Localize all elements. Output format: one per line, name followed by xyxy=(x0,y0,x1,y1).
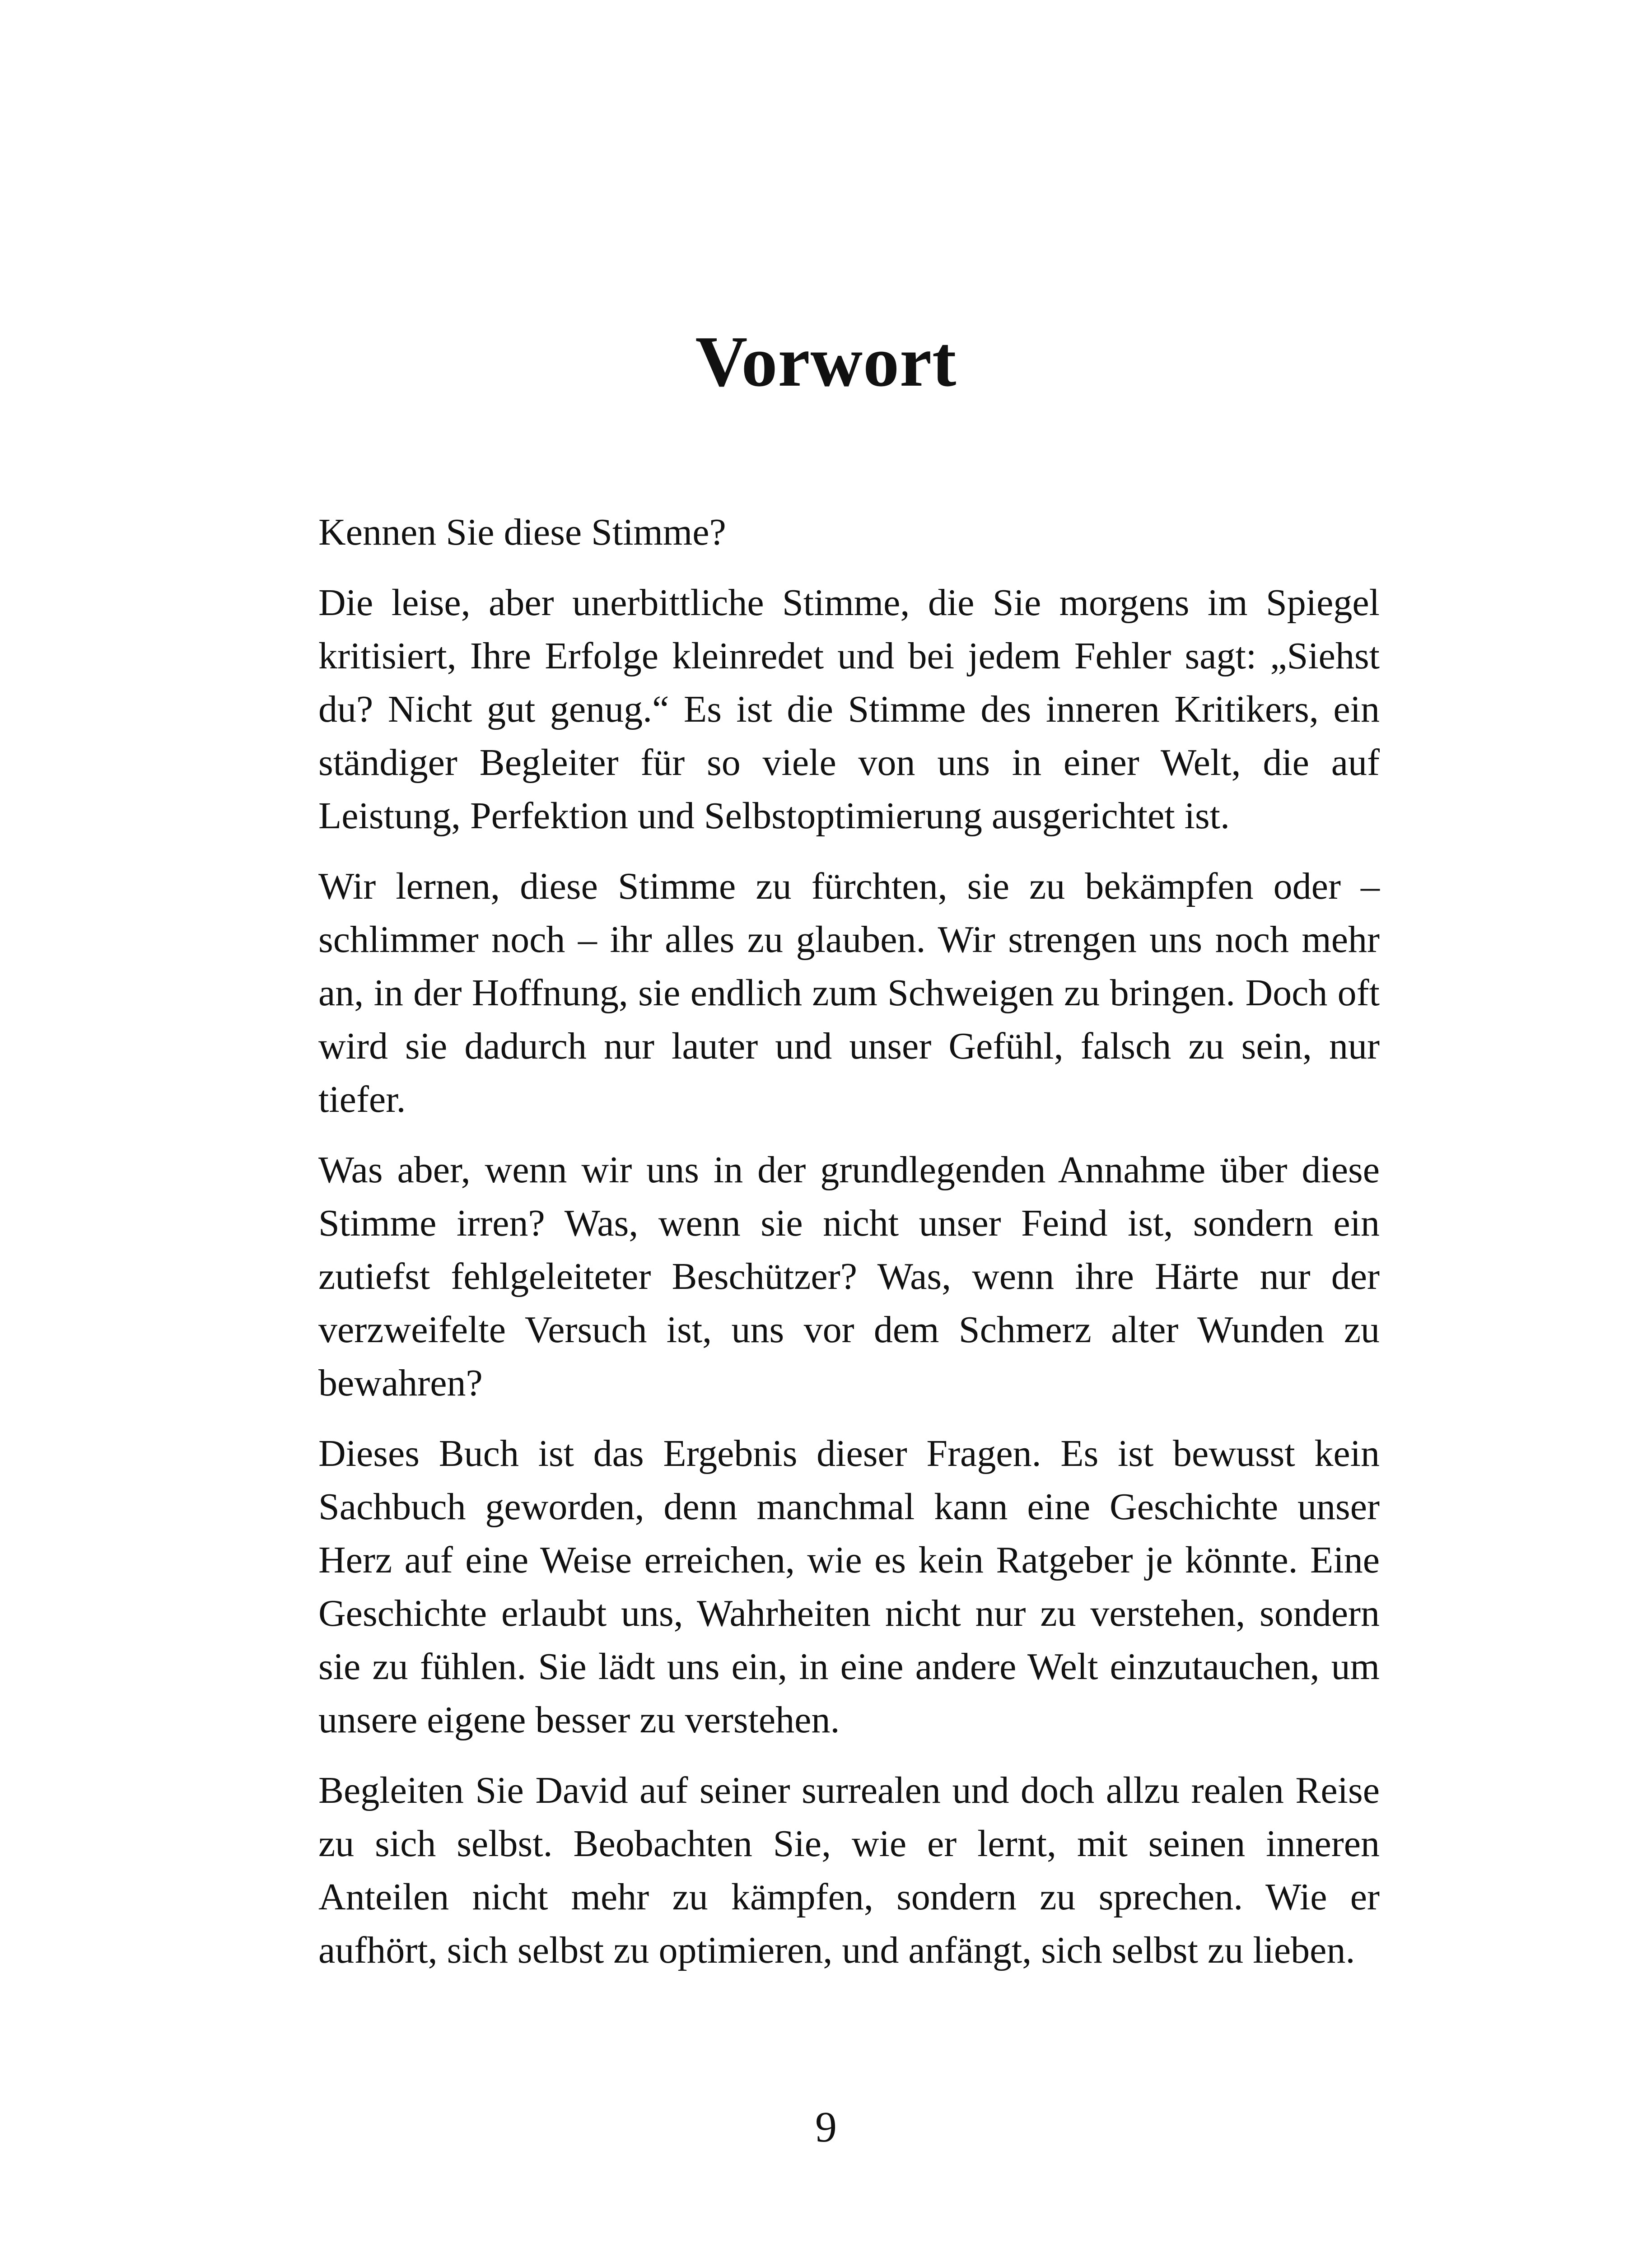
paragraph-6: Begleiten Sie David auf seiner surrealen und doch allzu realen Reise zu sich selbst. Beobachten Sie, wie er lernt, mit seinen inneren Anteilen nicht mehr zu kämpfen, sondern zu sprechen. Wie er aufhört, sich selbst zu optimieren, und anfängt, sich selbst zu lieben. xyxy=(318,1769,1380,1971)
chapter-title: Vorwort xyxy=(695,321,957,401)
paragraph-4: Was aber, wenn wir uns in der grundlegenden Annahme über diese Stimme irren? Was, wenn sie nicht unser Feind ist, sondern ein zutiefst fehlgeleiteter Beschützer? Was, wenn ihre Härte nur der verzweifelte Versuch ist, uns vor dem Schmerz alter Wunden zu bewahren? xyxy=(318,1149,1380,1404)
chapter-body xyxy=(318,506,1380,1994)
paragraph-3: Wir lernen, diese Stimme zu fürchten, sie zu bekämpfen oder – schlimmer noch – ihr alles zu glauben. Wir strengen uns noch mehr an, in der Hoffnung, sie endlich zum Schweigen zu bringen. Doch oft wird sie dadurch nur lauter und unser Gefühl, falsch zu sein, nur tiefer. xyxy=(318,865,1380,1120)
paragraph-2: Die leise, aber unerbittliche Stimme, die Sie morgens im Spiegel kritisiert, Ihre Erfolge kleinredet und bei jedem Fehler sagt: „Siehst du? Nicht gut genug.“ Es ist die Stimme des inneren Kritikers, ein ständiger Begleiter für so viele von uns in einer Welt, die auf Leistung, Perfektion und Selbstoptimierung ausgerichtet ist. xyxy=(318,582,1380,837)
paragraph-1: Kennen Sie diese Stimme? xyxy=(318,511,726,553)
paragraph-5: Dieses Buch ist das Ergebnis dieser Fragen. Es ist bewusst kein Sachbuch geworden, denn manchmal kann eine Geschichte unser Herz auf eine Weise erreichen, wie es kein Ratgeber je könnte. Eine Geschichte erlaubt uns, Wahrheiten nicht nur zu verstehen, sondern sie zu fühlen. Sie lädt uns ein, in eine andere Welt einzutauchen, um unsere eigene besser zu verstehen. xyxy=(318,1432,1380,1741)
page-number: 9 xyxy=(815,2103,837,2151)
